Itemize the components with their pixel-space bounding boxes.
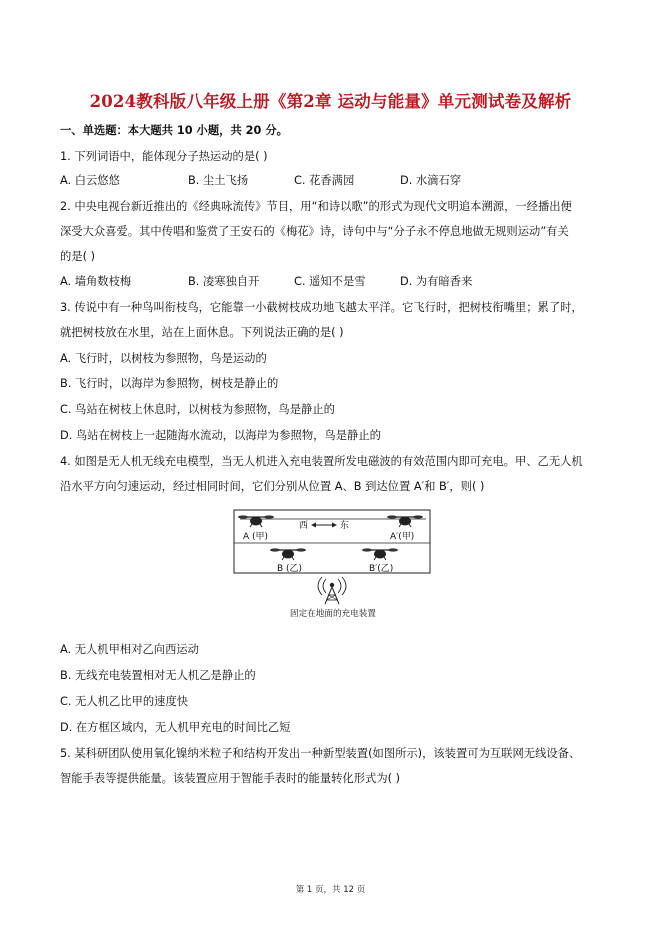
question-4-stem-line: 4. 如图是无人机无线充电模型，当无人机进入充电装置所发电磁波的有效范围内即可充电。甲、乙无人机 [60, 455, 583, 468]
label-a: A (甲) [243, 532, 269, 542]
question-1-option-d: D. 水滴石穿 [400, 174, 462, 187]
label-b-prime: B′(乙) [369, 564, 394, 574]
question-3-stem-line: 3. 传说中有一种鸟叫衔枝鸟，它能靠一小截树枝成功地飞越太平洋。它飞行时，把树枝衔嘴里；累了时， [60, 301, 583, 314]
drone-a-icon [238, 515, 274, 527]
question-3-option-d: D. 鸟站在树枝上一起随海水流动，以海岸为参照物，鸟是静止的 [60, 429, 381, 442]
direction-west-label: 西 [299, 521, 309, 531]
question-4-option-b: B. 无线充电装置相对无人机乙是静止的 [60, 669, 256, 682]
question-3-option-c: C. 鸟站在树枝上休息时，以树枝为参照物，鸟是静止的 [60, 403, 335, 416]
drone-b-prime-icon [362, 548, 398, 560]
question-2-option-a: A. 墙角数枝梅 [60, 275, 132, 288]
section-heading: 一、单选题：本大题共 10 小题，共 20 分。 [60, 124, 288, 137]
question-4-stem-line: 沿水平方向匀速运动，经过相同时间，它们分别从位置 A、B 到达位置 A′和 B′，则( ) [60, 480, 485, 493]
document-title: 2024教科版八年级上册《第2章 运动与能量》单元测试卷及解析 [89, 92, 572, 111]
label-b: B (乙) [277, 564, 303, 574]
drone-b-icon [270, 548, 306, 560]
question-4-option-c: C. 无人机乙比甲的速度快 [60, 695, 189, 708]
question-2-option-b: B. 凌寒独自开 [188, 275, 260, 288]
direction-east-label: 东 [340, 521, 350, 531]
question-1-option-a: A. 白云悠悠 [60, 174, 120, 187]
figure-caption: 固定在地面的充电装置 [290, 609, 376, 619]
drone-a-prime-icon [387, 515, 423, 527]
question-4-option-d: D. 在方框区域内，无人机甲充电的时间比乙短 [60, 721, 291, 734]
label-a-prime: A′(甲) [390, 532, 415, 542]
question-5-stem-line: 5. 某科研团队使用氧化镍纳米粒子和结构开发出一种新型装置(如图所示)，该装置可为互联网无线设备、 [60, 747, 581, 760]
question-3-option-a: A. 飞行时，以树枝为参照物，鸟是运动的 [60, 352, 267, 365]
drone-charging-diagram [232, 507, 434, 619]
question-2-option-c: C. 遥知不是雪 [294, 275, 366, 288]
question-1-option-b: B. 尘土飞扬 [188, 174, 249, 187]
question-4-option-a: A. 无人机甲相对乙向西运动 [60, 643, 199, 656]
question-3-stem-line: 就把树枝放在水里，站在上面休息。下列说法正确的是( ) [60, 326, 344, 339]
arrow-head-east-icon [332, 523, 337, 528]
arrow-head-west-icon [311, 523, 316, 528]
question-5-stem-line: 智能手表等提供能量。该装置应用于智能手表时的能量转化形式为( ) [60, 772, 401, 785]
question-2-option-d: D. 为有暗香来 [400, 275, 473, 288]
page-footer: 第 1 页，共 12 页 [295, 885, 366, 895]
charging-tower-icon [318, 577, 346, 604]
question-2-stem-line: 2. 中央电视台新近推出的《经典咏流传》节目，用“和诗以歌”的形式为现代文明追本溯源，一经播出便 [60, 200, 572, 213]
question-1-stem: 1. 下列词语中，能体现分子热运动的是( ) [60, 150, 268, 163]
question-2-stem-line: 的是( ) [60, 250, 95, 263]
question-2-stem-line: 深受大众喜爱。其中传唱和鉴赏了王安石的《梅花》诗，诗句中与“分子永不停息地做无规则运动”有关 [60, 225, 569, 238]
question-3-option-b: B. 飞行时，以海岸为参照物，树枝是静止的 [60, 377, 279, 390]
question-1-option-c: C. 花香满园 [294, 174, 355, 187]
